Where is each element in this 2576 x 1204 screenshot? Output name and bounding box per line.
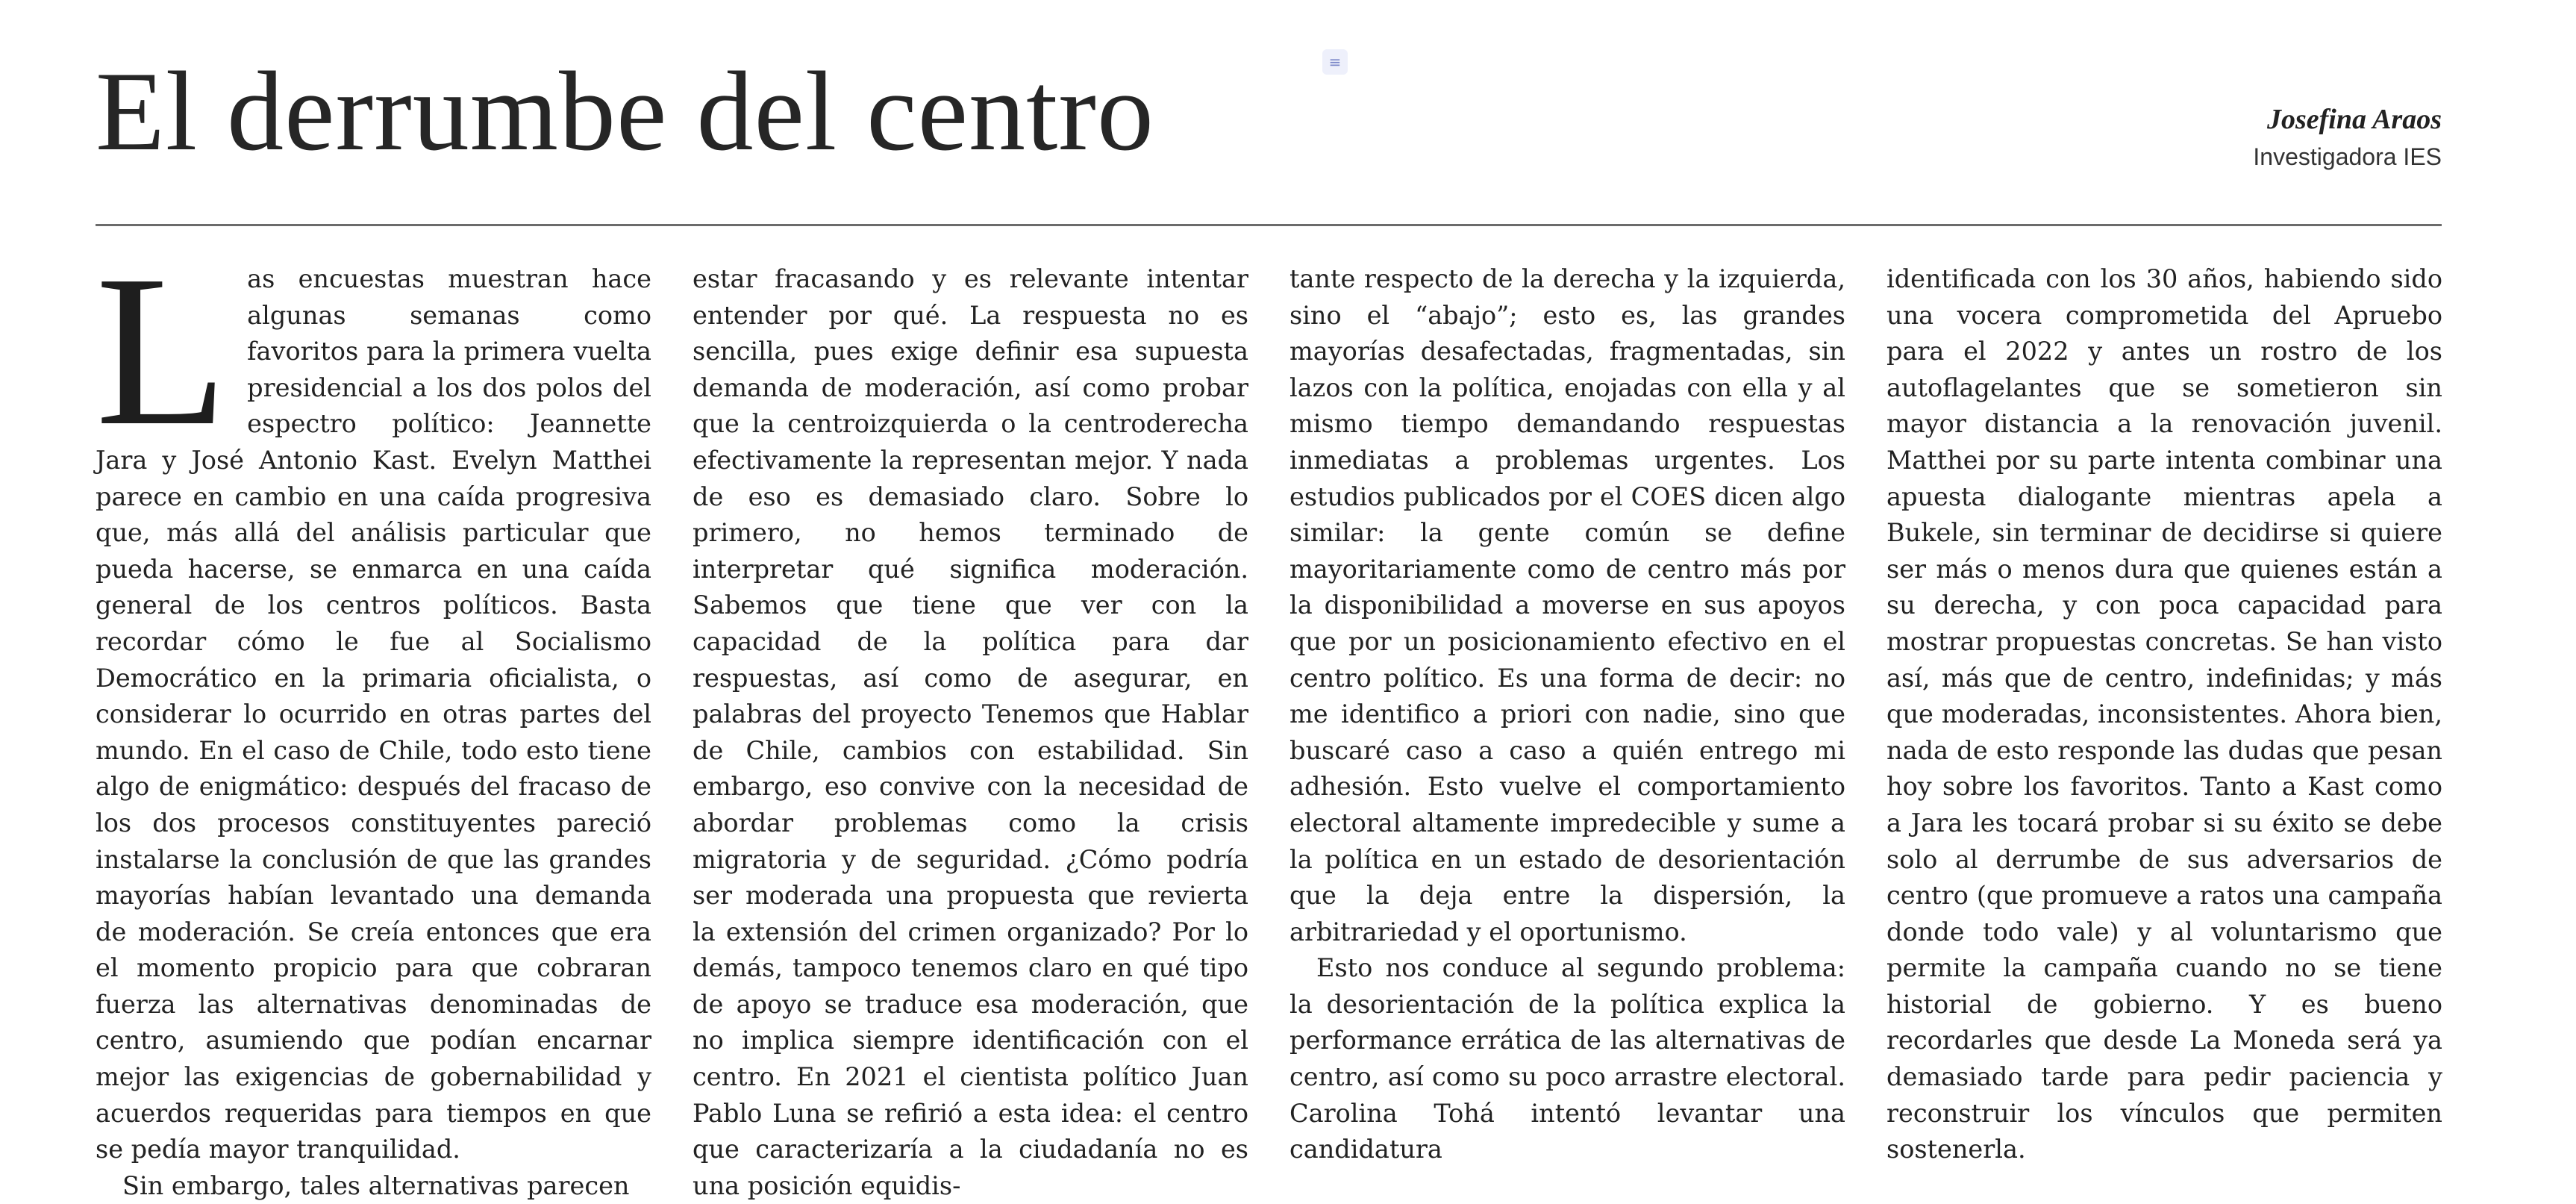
- note-icon[interactable]: ≡: [1322, 49, 1348, 75]
- article-column-2: [693, 261, 1248, 1200]
- article-column-1: [96, 231, 651, 1200]
- headline: El derrumbe del centro: [96, 49, 1154, 174]
- author-byline: [2253, 103, 2442, 171]
- paragraph: Esto nos conduce al segundo problema: la desorientación de la política explica la performance errática de las alternativas de centro, así como su poco arrastre electoral. Carolina Tohá intentó levantar una candidatura: [1289, 953, 1845, 1164]
- paragraph: estar fracasando y es relevante intentar entender por qué. La respuesta no es sencilla, pues exige definir esa supuesta demanda de moderación, así como probar que la centroizquierda o la centroderecha efectivamente la representan mejor. Y nada de eso es demasiado claro. Sobre lo primero, no hemos terminado de interpretar qué significa moderación. Sabemos que tiene que ver con la capacidad de la política para dar respuestas, así como de asegurar, en palabras del proyecto Tenemos que Hablar de Chile, cambios con estabilidad. Sin embargo, eso convive con la necesidad de abordar problemas como la crisis migratoria y de seguridad. ¿Cómo podría ser moderada una propuesta que revierta la extensión del crimen organizado? Por lo demás, tampoco tenemos claro en qué tipo de apoyo se traduce esa moderación, que no implica siempre identificación con el centro. En 2021 el cientista político Juan Pablo Luna se refirió a esta idea: el centro que caracterizaría a la ciudadanía no es una posición equidis-: [693, 264, 1248, 1200]
- author-name: Josefina Araos: [2266, 104, 2442, 135]
- paragraph: identificada con los 30 años, habiendo sido una vocera comprometida del Apruebo para el 2022 y antes un rostro de los autoflagelantes que se sometieron sin mayor distancia a la renovación juvenil. Matthei por su parte intenta combinar una apuesta dialogante mientras apela a Bukele, sin terminar de decidirse si quiere ser más o menos dura que quienes están a su derecha, y con poca capacidad para mostrar propuestas concretas. Se han visto así, más que de centro, indefinidas; y más que moderadas, inconsistentes. Ahora bien, nada de esto responde las dudas que pesan hoy sobre los favoritos. Tanto a Kast como a Jara les tocará probar si su éxito se debe solo al derrumbe de sus adversarios de centro (que promueve a ratos una campaña donde todo vale) y al voluntarismo que permite la campaña cuando no se tiene historial de gobierno. Y es bueno recordarles que desde La Moneda será ya demasiado tarde para pedir paciencia y reconstruir los vínculos que permiten sostenerla.: [1886, 264, 2442, 1164]
- paragraph: tante respecto de la derecha y la izquierda, sino el “abajo”; esto es, las grandes mayorías desafectadas, fragmentadas, sin lazos con la política, enojadas con ella y al mismo tiempo demandando respuestas inmediatas a problemas urgentes. Los estudios publicados por el COES dicen algo similar: la gente común se define mayoritariamente como de centro más por la disponibilidad a moverse en sus apoyos que por un posicionamiento efectivo en el centro político. Es una forma de decir: no me identifico a priori con nadie, sino que buscaré caso a caso a quién entrego mi adhesión. Esto vuelve el comportamiento electoral altamente impredecible y sume a la política en un estado de desorientación que la deja entre la dispersión, la arbitrariedad y el oportunismo.: [1289, 264, 1845, 946]
- paragraph: Sin embargo, tales alternativas parecen: [122, 1170, 630, 1200]
- drop-cap: L: [96, 231, 228, 470]
- article-column-3: [1289, 261, 1845, 1164]
- header-divider: [96, 224, 2442, 226]
- article-column-4: [1886, 261, 2442, 1164]
- author-role: Investigadora IES: [2253, 143, 2442, 170]
- paragraph: as encuestas muestran hace algunas semanas como favoritos para la primera vuelta presidencial a los dos polos del espectro político: Jeannette Jara y José Antonio Kast. Evelyn Matthei parece en cambio en una caída progresiva que, más allá del análisis particular que pueda hacerse, se enmarca en una caída general de los centros políticos. Basta recordar cómo le fue al Socialismo Democrático en la primaria oficialista, o considerar lo ocurrido en otras partes del mundo. En el caso de Chile, todo esto tiene algo de enigmático: después del fracaso de los dos procesos constituyentes pareció instalarse la conclusión de que las grandes mayorías habían levantado una demanda de moderación. Se creía entonces que era el momento propicio para que cobraran fuerza las alternativas denominadas de centro, asumiendo que podían encarnar mejor las exigencias de gobernabilidad y acuerdos requeridas para tiempos en que se pedía mayor tranquilidad.: [96, 264, 651, 1164]
